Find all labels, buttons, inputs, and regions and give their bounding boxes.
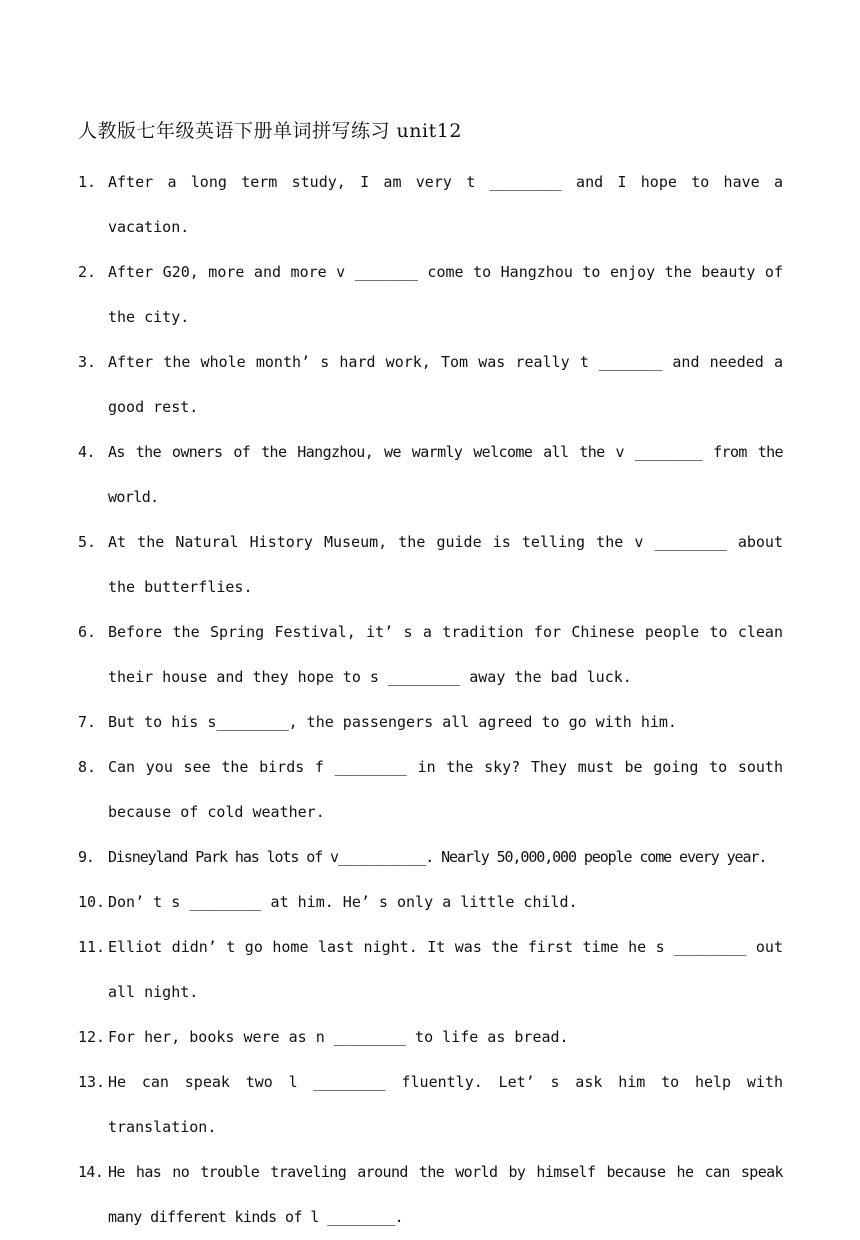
question-text: Elliot didn’ t go home last night. It was the first time he s ________ out all night. <box>108 938 783 1001</box>
question-text: After G20, more and more v _______ come to Hangzhou to enjoy the beauty of the city. <box>108 263 783 326</box>
question-text: He can speak two l ________ fluently. Let’ s ask him to help with translation. <box>108 1073 783 1136</box>
question-number: 14. <box>78 1163 104 1181</box>
question-number: 8. <box>78 758 97 776</box>
question-number: 4. <box>78 443 95 461</box>
question-text: Before the Spring Festival, it’ s a tradition for Chinese people to clean their house and they hope to s ________ away the bad luck. <box>108 623 783 686</box>
question-item <box>78 1150 783 1240</box>
question-item <box>78 1060 783 1150</box>
page-title: 人教版七年级英语下册单词拼写练习 unit12 <box>78 120 462 142</box>
question-text: At the Natural History Museum, the guide is telling the v ________ about the butterflies. <box>108 533 783 596</box>
question-number: 10. <box>78 893 106 911</box>
question-number: 7. <box>78 713 97 731</box>
question-item <box>78 880 783 925</box>
question-number: 2. <box>78 263 97 281</box>
question-number: 3. <box>78 353 97 371</box>
question-number: 11. <box>78 938 106 956</box>
question-item <box>78 610 783 700</box>
question-number: 6. <box>78 623 97 641</box>
question-text: After a long term study, I am very t ________ and I hope to have a vacation. <box>108 173 783 236</box>
question-item <box>78 340 783 430</box>
question-item <box>78 1015 783 1060</box>
question-text: Don’ t s ________ at him. He’ s only a little child. <box>108 893 578 911</box>
question-text: He has no trouble traveling around the world by himself because he can speak many different kinds of l ________. <box>108 1163 783 1226</box>
question-item <box>78 835 783 880</box>
question-number: 12. <box>78 1028 106 1046</box>
question-number: 5. <box>78 533 97 551</box>
question-list <box>78 160 783 1240</box>
question-item <box>78 925 783 1015</box>
question-text: After the whole month’ s hard work, Tom was really t _______ and needed a good rest. <box>108 353 783 416</box>
question-number: 1. <box>78 173 97 191</box>
question-number: 13. <box>78 1073 106 1091</box>
question-text: For her, books were as n ________ to life as bread. <box>108 1028 569 1046</box>
question-item <box>78 520 783 610</box>
question-item <box>78 250 783 340</box>
question-text: Can you see the birds f ________ in the sky? They must be going to south because of cold weather. <box>108 758 783 821</box>
question-item <box>78 160 783 250</box>
question-number: 9. <box>78 848 94 866</box>
question-item <box>78 745 783 835</box>
question-text: As the owners of the Hangzhou, we warmly welcome all the v ________ from the world. <box>108 443 783 506</box>
question-text: But to his s________, the passengers all agreed to go with him. <box>108 713 677 731</box>
question-item <box>78 700 783 745</box>
question-text: Disneyland Park has lots of v___________. Nearly 50,000,000 people come every year. <box>108 848 767 866</box>
question-item <box>78 430 783 520</box>
